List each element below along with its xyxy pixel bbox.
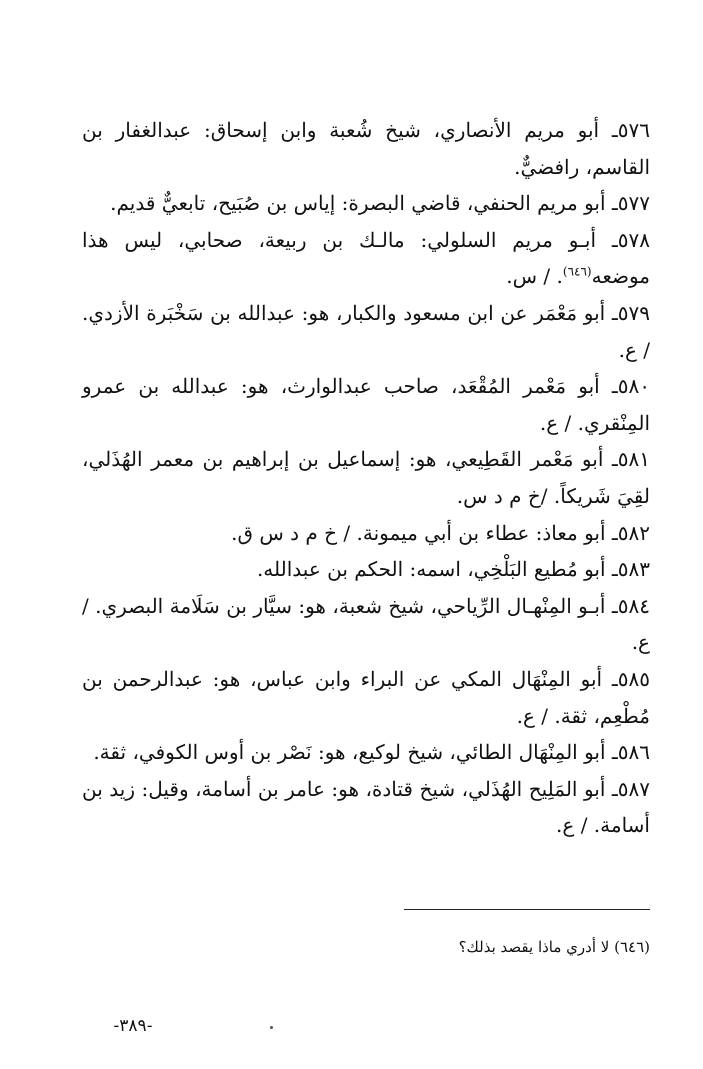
footnote-divider <box>404 909 650 910</box>
entry-text: ٥٨٢ـ أبو معاذ: عطاء بن أبي ميمونة. / خ م د س ق. <box>231 520 650 545</box>
entry-text: ٥٨١ـ أبو مَعْمر القَطِيعي، هو: إسماعيل بن إبراهيم بن معمر الهُذَلي، لقِيَ شَريكاً. /خ م د س. <box>82 447 650 508</box>
entry-text: ٥٧٨ـ أبـو مريم السلولي: مالـك بن ربيعة، صحابي، ليس هذا موضعه <box>82 227 650 289</box>
entry-577 <box>82 185 650 222</box>
entry-text: ٥٨٠ـ أبو مَعْمر المُقْعَد، صاحب عبدالوارث، هو: عبدالله بن عمرو المِنْقري. / ع. <box>82 374 650 435</box>
entry-text: ٥٨٥ـ أبو المِنْهَال المكي عن البراء وابن عباس، هو: عبدالرحمن بن مُطْعِم، ثقة. / ع. <box>82 666 650 728</box>
print-speck <box>270 1026 273 1029</box>
entry-586 <box>82 734 650 771</box>
entry-text: ٥٧٦ـ أبو مريم الأنصاري، شيخ شُعبة وابن إسحاق: عبدالغفار بن القاسم، رافضيٌّ. <box>82 118 650 179</box>
biographical-entries <box>82 112 650 844</box>
entry-583 <box>82 551 650 588</box>
entry-text: ٥٨٣ـ أبو مُطيع البَلْخِي، اسمه: الحكم بن عبدالله. <box>256 557 650 582</box>
entry-580 <box>82 368 650 441</box>
entry-585 <box>82 661 650 734</box>
entry-text: ٥٧٧ـ أبو مريم الحنفي، قاضي البصرة: إياس بن صُبَيح، تابعيٌّ قديم. <box>110 191 650 216</box>
entry-582 <box>82 515 650 552</box>
entry-text: ٥٨٦ـ أبو المِنْهَال الطائي، شيخ لوكيع، هو: نَصْر بن أوس الكوفي، ثقة. <box>93 740 650 765</box>
footnote-646 <box>330 936 650 958</box>
entry-587 <box>82 771 650 844</box>
entry-text: ٥٨٧ـ أبو المَلِيح الهُذَلي، شيخ قتادة، هو: عامر بن أسامة، وقيل: زيد بن أسامة. / ع. <box>82 776 650 838</box>
entry-text: ٥٨٤ـ أبـو المِنْهـال الرِّياحي، شيخ شعبة، هو: سيَّار بن سَلَامة البصري. / ع. <box>82 593 650 655</box>
entry-text-continued: . / س. <box>506 264 563 289</box>
page-number: -٣٨٩- <box>113 1016 153 1036</box>
entry-584 <box>82 588 650 661</box>
entry-579 <box>82 295 650 368</box>
entry-text: ٥٧٩ـ أبو مَعْمَر عن ابن مسعود والكبار، هو: عبدالله بن سَخْبَرة الأزدي. / ع. <box>82 300 650 362</box>
entry-576 <box>82 112 650 185</box>
footnote-text: (٦٤٦) لا أدري ماذا يقصد بذلك؟ <box>458 938 650 956</box>
entry-578 <box>82 222 650 295</box>
footnote-reference[interactable]: (٦٤٦) <box>562 264 592 279</box>
entry-581 <box>82 441 650 514</box>
